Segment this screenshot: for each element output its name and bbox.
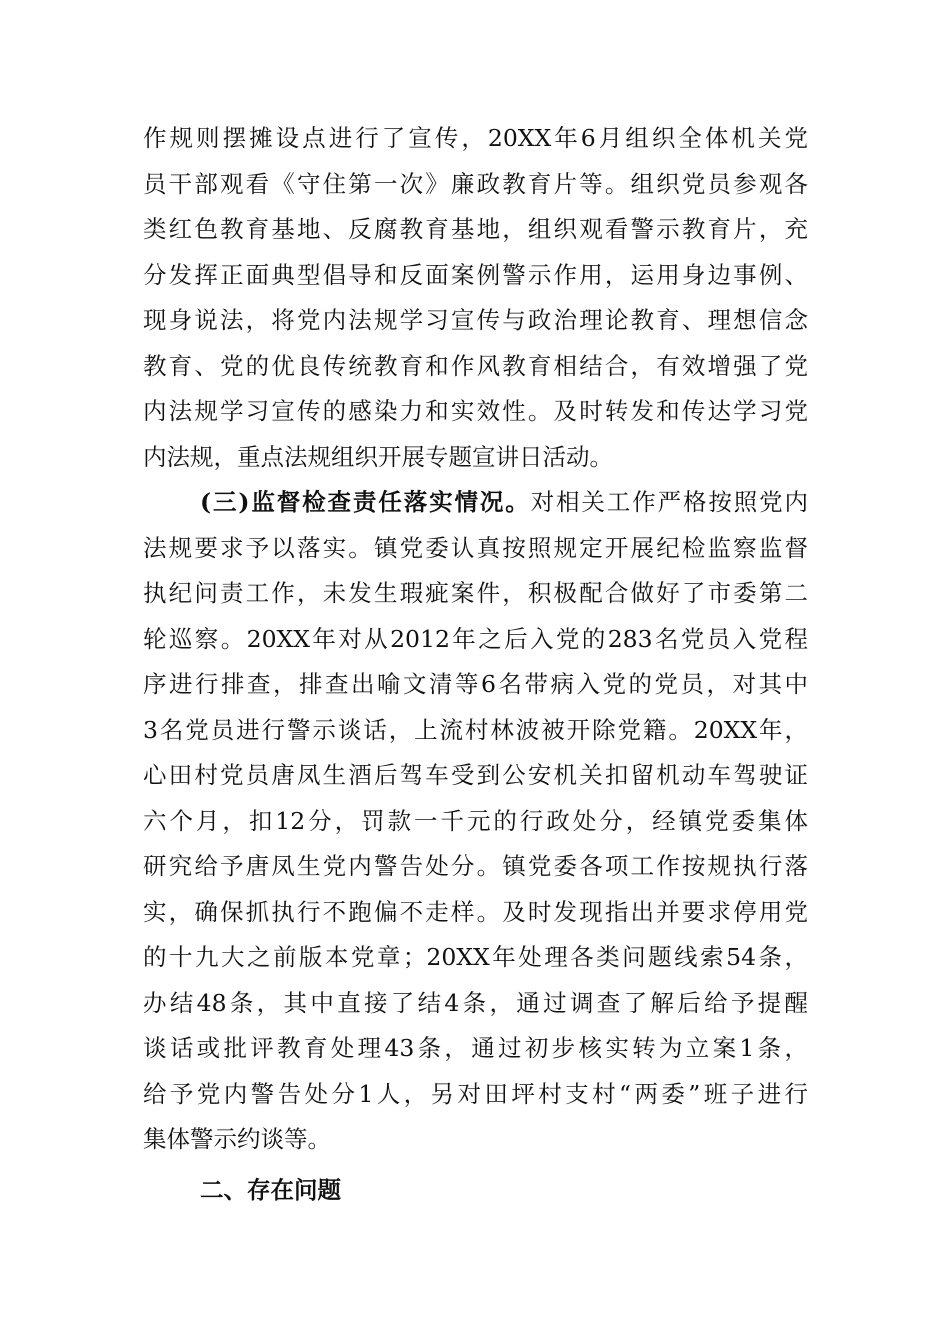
text-line: 谈话或批评教育处理43条，通过初步核实转为立案1条，	[143, 1034, 808, 1062]
text-line: 法规要求予以落实。镇党委认真按照规定开展纪检监察监督	[143, 533, 808, 562]
text-line: 类红色教育基地、反腐教育基地，组织观看警示教育片，充	[143, 215, 808, 243]
text-line: 作规则摆摊设点进行了宣传，20XX年6月组织全体机关党	[143, 124, 808, 152]
text-line: 给予党内警告处分1人，另对田坪村支村“两委”班子进行	[143, 1079, 808, 1108]
text-line: 六个月，扣12分，罚款一千元的行政处分，经镇党委集体	[143, 806, 808, 835]
text-line: 集体警示约谈等。	[143, 1125, 331, 1153]
text-line: 教育、党的优良传统教育和作风教育相结合，有效增强了党	[143, 351, 808, 380]
paragraph-2	[143, 480, 808, 1163]
section-heading: 二、存在问题	[200, 1175, 341, 1204]
text-line: 员干部观看《守住第一次》廉政教育片等。组织党员参观各	[143, 169, 808, 198]
text-line: 的十九大之前版本党章；20XX年处理各类问题线索54条，	[143, 943, 808, 971]
document-body	[143, 116, 808, 1217]
text-line: 办结48条，其中直接了结4条，通过调查了解后给予提醒	[143, 988, 808, 1017]
paragraph-1	[143, 116, 808, 480]
text-line: 3名党员进行警示谈话，上流村林波被开除党籍。20XX年，	[143, 715, 808, 744]
text-line: 研究给予唐凤生党内警告处分。镇党委各项工作按规执行落	[143, 852, 808, 880]
text-run: 对相关工作严格按照党内	[530, 488, 808, 516]
text-line: 序进行排查，排查出喻文清等6名带病入党的党员，对其中	[143, 670, 808, 698]
text-line: 分发挥正面典型倡导和反面案例警示作用，运用身边事例、	[143, 260, 808, 289]
text-line: 内法规学习宣传的感染力和实效性。及时转发和传达学习党	[143, 397, 808, 425]
subsection-title: (三)监督检查责任落实情况。	[200, 488, 531, 516]
text-line: 实，确保抓执行不跑偏不走样。及时发现指出并要求停用党	[143, 897, 808, 926]
text-line: 现身说法，将党内法规学习宣传与政治理论教育、理想信念	[143, 306, 808, 334]
text-line: 内法规，重点法规组织开展专题宣讲日活动。	[143, 442, 613, 471]
text-line: 心田村党员唐凤生酒后驾车受到公安机关扣留机动车驾驶证	[143, 761, 808, 789]
paragraph-first-line	[143, 480, 808, 526]
text-line: 轮巡察。20XX年对从2012年之后入党的283名党员入党程	[143, 624, 808, 653]
text-line: 执纪问责工作，未发生瑕疵案件，积极配合做好了市委第二	[143, 579, 808, 607]
